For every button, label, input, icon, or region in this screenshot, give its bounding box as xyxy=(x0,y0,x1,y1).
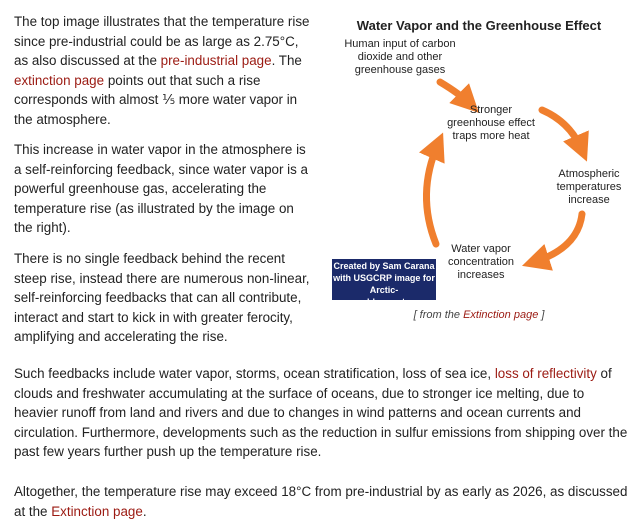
credit-line: Created by Sam Carana xyxy=(333,261,435,271)
p5-text-b: . xyxy=(142,503,147,519)
paragraph-5 xyxy=(14,482,628,521)
label-line: increases xyxy=(457,269,505,281)
p1-text-a: The top image illustrates that the temperature rise since pre-industrial could be as large as 2.75°C, as also discussed at the xyxy=(14,14,310,69)
label-line: greenhouse gases xyxy=(354,64,446,76)
label-human-input xyxy=(330,38,470,77)
arrow-human-to-stronger xyxy=(440,82,470,104)
label-line: traps more heat xyxy=(452,130,530,142)
paragraph-3: There is no single feedback behind the recent steep rise, instead there are numerous non-linear, self-reinforcing feedbacks that can all contribute, interact and start to kick in with greater ferocity, amplifying and accelerating the rise. xyxy=(14,251,310,345)
label-line: Water vapor xyxy=(451,243,511,255)
label-stronger-greenhouse xyxy=(426,104,556,143)
label-line: greenhouse effect xyxy=(447,117,535,129)
water-vapor-figure xyxy=(330,12,628,322)
p4-text-a: Such feedbacks include water vapor, storms, ocean stratification, loss of sea ice, xyxy=(14,366,495,381)
label-line: Human input of carbon xyxy=(344,38,456,50)
credit-line: with USGCRP image for xyxy=(333,273,435,283)
label-water-vapor xyxy=(426,243,536,282)
label-atmospheric-temperatures xyxy=(544,168,634,207)
figure-title: Water Vapor and the Greenhouse Effect xyxy=(356,18,602,33)
paragraph-4 xyxy=(14,364,628,462)
label-line: Stronger xyxy=(469,104,513,116)
loss-of-reflectivity-link[interactable]: loss of reflectivity xyxy=(494,366,597,381)
extinction-page-link[interactable]: extinction page xyxy=(14,72,105,88)
paragraph-2: This increase in water vapor in the atmosphere is a self-reinforcing feedback, since water vapor is a powerful greenhouse gas, accelerating the temperature rise (as illustrated by the image on the right). xyxy=(14,142,308,236)
label-line: temperatures xyxy=(556,181,622,193)
figure-caption xyxy=(330,306,628,326)
pre-industrial-page-link[interactable]: pre-industrial page xyxy=(160,53,272,69)
p1-text-c: points out that such a rise corresponds with almost ⅕ more water vapor in the atmosphere. xyxy=(14,72,298,127)
caption-text-b: ] xyxy=(538,309,545,321)
credit-line: Arctic-news.blogspot.com xyxy=(341,285,426,307)
label-line: concentration xyxy=(447,256,515,268)
arrow-atmos-to-water xyxy=(534,214,582,262)
label-line: increase xyxy=(568,194,610,206)
label-line: dioxide and other xyxy=(357,51,443,63)
p5-text-a: Altogether, the temperature rise may exceed 18°C from pre-industrial by as early as 2026, as discussed at the xyxy=(14,484,628,519)
extinction-page-link-2[interactable]: Extinction page xyxy=(51,503,143,519)
label-line: Atmospheric xyxy=(558,168,620,180)
caption-text-a: [ from the xyxy=(413,309,464,321)
arrow-water-to-stronger xyxy=(426,144,438,244)
credit-badge xyxy=(332,259,436,307)
p4-text-b: of clouds and freshwater accumulating at the surface of oceans, due to stronger ice melting, due to heavier runoff from land and rivers and due to changes in wind patterns and ocean currents and circulation. Furthermore, developments such as the reduction in sulfur emissions from shipping over the past few years further push up the temperature rise. xyxy=(14,366,628,460)
paragraph-1 xyxy=(14,12,314,130)
p1-text-b: . The xyxy=(271,53,302,69)
caption-extinction-link[interactable]: Extinction page xyxy=(463,309,539,321)
